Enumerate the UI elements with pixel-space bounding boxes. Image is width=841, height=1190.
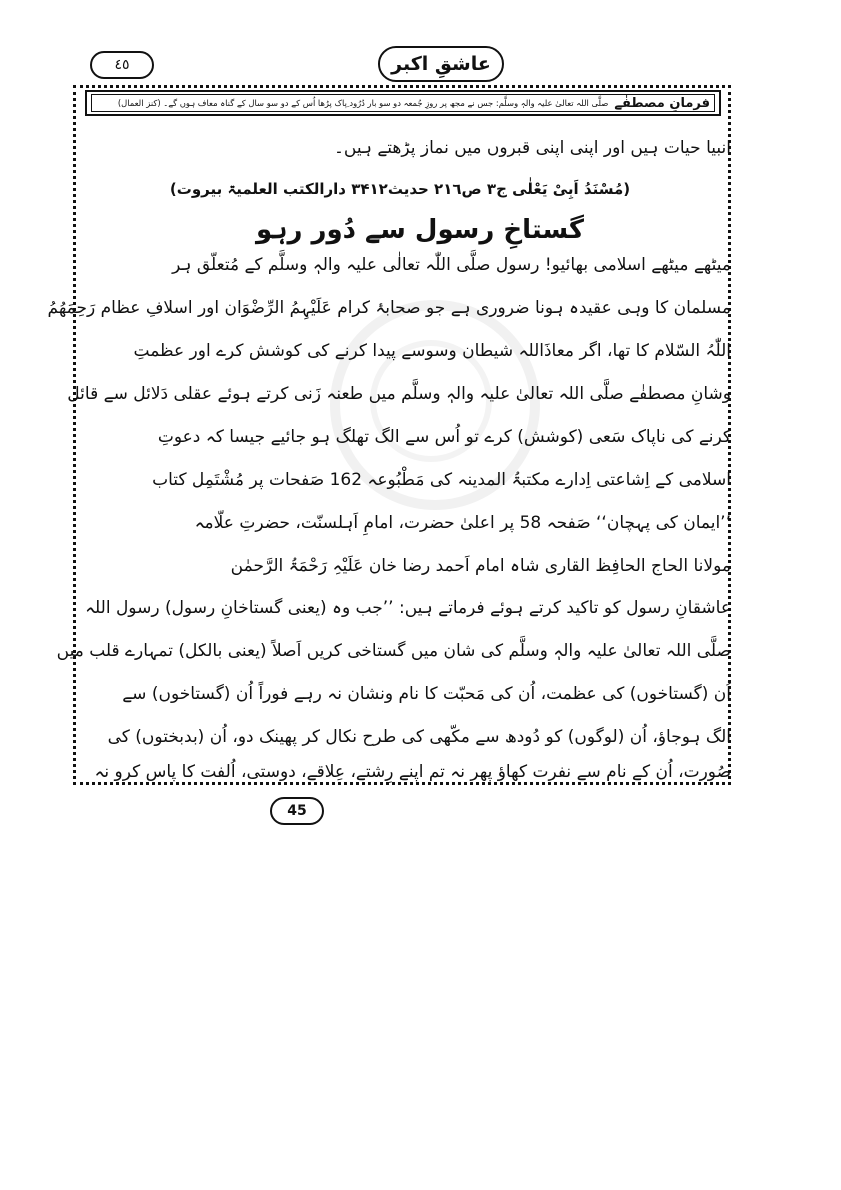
section-heading: گستاخِ رسول سے دُور رہو <box>255 215 585 245</box>
hadith-banner <box>85 90 721 116</box>
body-line: میٹھے میٹھے اسلامی بھائیو! رسول صلَّی اللّٰہ تعالٰی علیہ والہٖ وسلَّم کے مُتعلّق ہر <box>172 255 731 275</box>
hadith-banner-inner <box>91 94 715 112</box>
body-line: مولانا الحاج الحافِظ القاری شاہ امام اَحمد رضا خان عَلَیْہِ رَحْمَۃُ الرَّحمٰن <box>230 556 731 576</box>
reference-citation: (مُسْنَدُ اَبِیْ یَعْلٰی ج۳ ص۲۱٦ حدیث۳۴۱۲ دارالکتب العلمیۃ بیروت) <box>169 180 631 198</box>
book-title: عاشقِ اکبر <box>378 46 504 82</box>
body-line: مسلمان کا وہی عقیدہ ہونا ضروری ہے جو صحابۂ کرام عَلَیْہِمُ الرِّضْوَان اور اسلافِ عظام رَحِمَھُمُ <box>47 298 731 318</box>
body-line: ’’ایمان کی پہچان‘‘ صَفحہ 58 پر اعلیٰ حضرت، امامِ اَہلسنّت، حضرتِ علّامہ <box>194 513 731 533</box>
hadith-text: صلَّی اللہ تعالیٰ علیہ والہٖ وسلَّم: جس نے مجھ پر روزِ جُمعہ دو سو بار دُرُود ِپاک پڑھا اُس کے دو سو سال کے گناہ معاف ہوں گے۔ (کنز العمال) <box>117 98 609 108</box>
body-line: اللّٰہُ السّلام کا تھا، اگر معاذَاللہ شیطان وسوسے پیدا کرنے کی کوشش کرے اور عظمتِ <box>133 341 731 361</box>
page-number-bottom: 45 <box>270 797 324 825</box>
body-line: اُن (گستاخوں) کی عظمت، اُن کی مَحبّت کا نام ونشان نہ رہے فوراً اُن (گستاخوں) سے <box>122 684 731 704</box>
body-line: کرنے کی ناپاک سَعی (کوشش) کرے تو اُس سے الگ تھلگ ہو جائیے جیسا کہ دعوتِ <box>157 427 731 447</box>
body-line: اسلامی کے اِشاعتی اِدارے مکتبۃُ المدینہ کی مَطْبُوعہ 162 صَفحات پر مُشْتَمِل کتاب <box>152 470 731 490</box>
body-line: وشانِ مصطفٰے صلَّی اللہ تعالیٰ علیہ والہٖ وسلَّم میں طعنہ زَنی کرتے ہوئے عقلی دَلائل سے قائل <box>67 384 731 404</box>
body-line: عاشقانِ رسول کو تاکید کرتے ہوئے فرماتے ہیں: ’’جب وہ (یعنی گستاخانِ رسول) رسول اللہ <box>85 598 731 618</box>
page-number-top: ٤٥ <box>90 51 154 79</box>
body-line-intro: انبیا حیات ہیں اور اپنی اپنی قبروں میں نماز پڑھتے ہیں۔ <box>333 138 731 158</box>
body-line: الگ ہوجاؤ، اُن (لوگوں) کو دُودھ سے مکّھی کی طرح نکال کر پھینک دو، اُن (بدبختوں) کی <box>107 727 731 747</box>
hadith-label: فرمانِ مصطفٰے <box>614 95 710 111</box>
body-line: صُورت، اُن کے نام سے نفرت کھاؤ پھر نہ تم اپنے رِشتے، عِلاقے، دوستی، اُلفت کا پاس کرو نہ <box>94 762 731 782</box>
body-line: صلَّی اللہ تعالیٰ علیہ والہٖ وسلَّم کی شان میں گستاخی کریں اَصلاً (یعنی بالکل) تمہارے قلب میں <box>56 641 731 661</box>
